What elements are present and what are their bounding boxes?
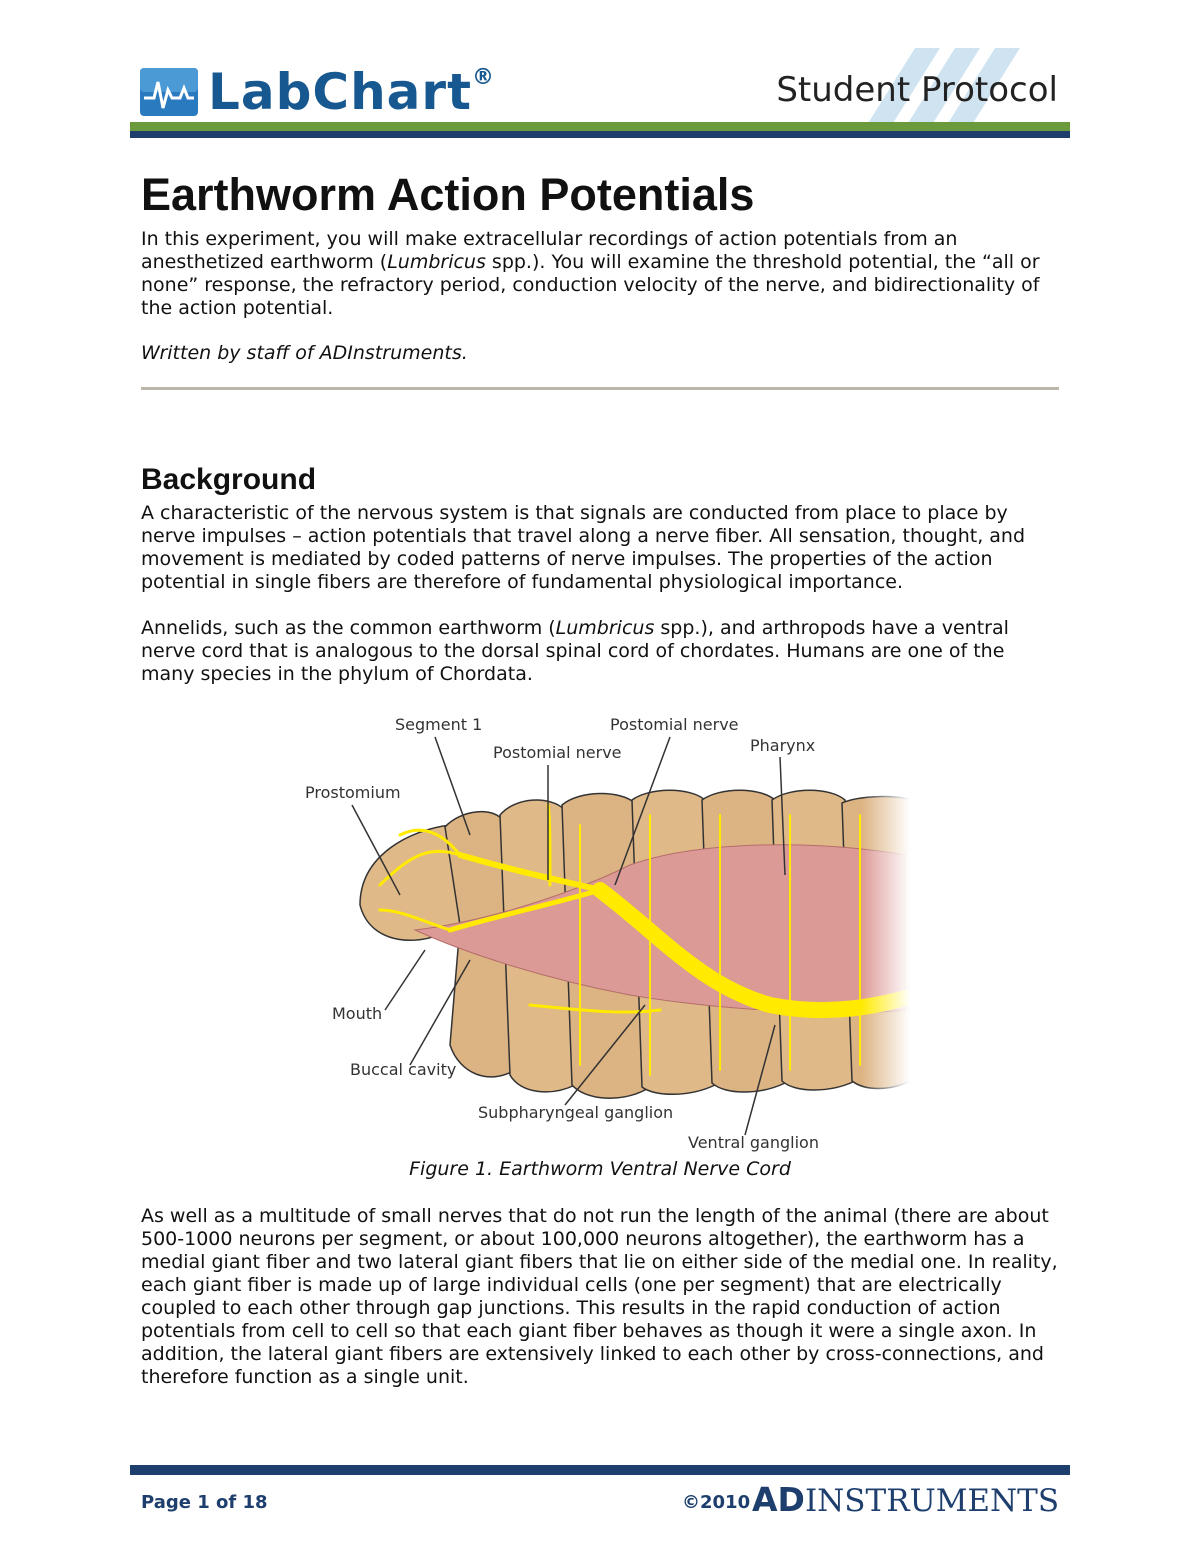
background-heading: Background bbox=[141, 463, 317, 496]
labchart-logo bbox=[140, 63, 495, 121]
header-green-bar bbox=[130, 122, 1070, 131]
background-paragraph-3: As well as a multitude of small nerves that do not run the length of the animal (there are about 500-1000 neurons per segment, or about 100,000 neurons altogether), the earthworm has a medial giant fiber and two lateral giant fibers that lie on either side of the medial one. In reality, each giant fiber is made up of large individual cells (one per segment) that are electrically coupled to each other through gap junctions. This results in the rapid conduction of action potentials from cell to cell so that each giant fiber behaves as though it were a single axon. In addition, the lateral giant fibers are extensively linked to each other by cross-connections, and therefore function as a single unit. bbox=[141, 1205, 1058, 1388]
label-pharynx: Pharynx bbox=[750, 736, 816, 755]
label-buccal-cavity: Buccal cavity bbox=[350, 1060, 457, 1079]
label-postomial-nerve-upper: Postomial nerve bbox=[610, 715, 739, 734]
label-subpharyngeal-ganglion: Subpharyngeal ganglion bbox=[478, 1103, 674, 1122]
header-blue-bar bbox=[130, 131, 1070, 138]
figure-caption: Figure 1. Earthworm Ventral Nerve Cord bbox=[409, 1158, 791, 1180]
adinstruments-logo: ADINSTRUMENTS bbox=[752, 1480, 1060, 1519]
author-line: Written by staff of ADInstruments. bbox=[141, 342, 468, 364]
logo-wordmark: LabChart® bbox=[208, 63, 495, 121]
page-header bbox=[130, 50, 1070, 140]
waveform-icon bbox=[140, 68, 198, 116]
background-paragraph-1: A characteristic of the nervous system is that signals are conducted from place to place by nerve impulses – action potentials that travel along a nerve fiber. All sensation, thought, and movement is mediated by coded patterns of nerve impulses. The properties of the action potential in single fibers are therefore of fundamental physiological importance. bbox=[141, 502, 1026, 593]
label-segment-1: Segment 1 bbox=[395, 715, 483, 734]
label-mouth: Mouth bbox=[332, 1004, 383, 1023]
earthworm-figure bbox=[300, 705, 910, 1155]
header-label: Student Protocol bbox=[776, 70, 1058, 110]
intro-paragraph: In this experiment, you will make extracellular recordings of action potentials from an anesthetized earthworm (Lumbricus spp.). You will examine the threshold potential, the “all or none” response, the refractory period, conduction velocity of the nerve, and bidirectionality of the action potential. bbox=[141, 228, 1040, 319]
document-body bbox=[141, 168, 1061, 686]
copyright: ©2010 bbox=[682, 1492, 751, 1513]
document-title: Earthworm Action Potentials bbox=[141, 169, 755, 220]
footer-bar bbox=[130, 1465, 1070, 1475]
label-prostomium: Prostomium bbox=[305, 783, 401, 802]
label-postomial-nerve-lower: Postomial nerve bbox=[493, 743, 622, 762]
page-number: Page 1 of 18 bbox=[141, 1492, 268, 1513]
label-ventral-ganglion: Ventral ganglion bbox=[688, 1133, 819, 1152]
background-paragraph-2: Annelids, such as the common earthworm (Lumbricus spp.), and arthropods have a ventral nerve cord that is analogous to the dorsal spinal cord of chordates. Humans are one of the many species in the phylum of Chordata. bbox=[141, 617, 1009, 685]
earthworm-diagram bbox=[300, 705, 910, 1155]
section-divider bbox=[141, 387, 1059, 390]
